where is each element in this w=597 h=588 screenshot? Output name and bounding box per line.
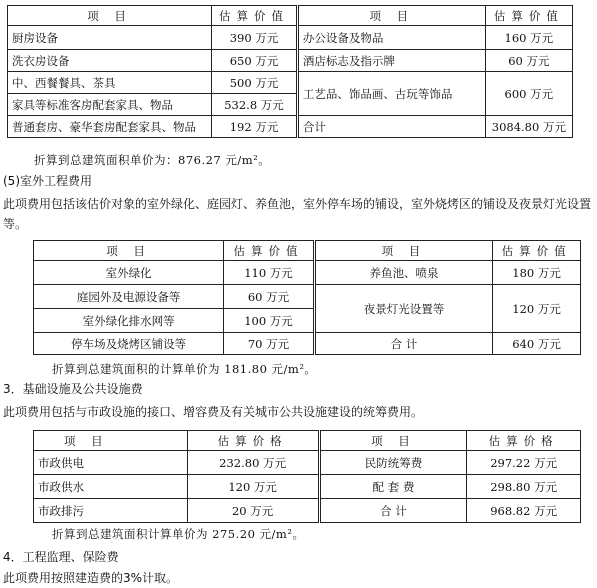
cell-item: 合 计 [319, 499, 467, 523]
cell-item: 办公设备及物品 [297, 26, 485, 50]
table-infrastructure-costs [33, 430, 581, 523]
header-item: 项 目 [34, 241, 224, 261]
header-item: 项 目 [34, 431, 188, 451]
section-body: 等。 [3, 217, 28, 231]
section-body: 此项费用包括与市政设施的接口、增容费及有关城市公共设施建设的统筹费用。 [3, 405, 424, 419]
header-item: 项 目 [314, 241, 492, 261]
table-row [34, 499, 581, 523]
table-equipment-costs [7, 5, 573, 138]
table-note: 折算到总建筑面积计算单价为 275.20 元/m²。 [52, 527, 305, 541]
table-note: 折算到总建筑面积的计算单价为 181.80 元/m²。 [52, 362, 317, 376]
cell-value: 160 万元 [485, 26, 572, 50]
cell-value: 390 万元 [212, 26, 298, 50]
header-value: 估算价格 [187, 431, 319, 451]
header-value: 估算价值 [212, 6, 298, 26]
header-value: 估算价值 [485, 6, 572, 26]
cell-value: 650 万元 [212, 50, 298, 72]
cell-value: 110 万元 [224, 261, 315, 285]
cell-item: 洗衣房设备 [8, 50, 212, 72]
cell-value: 640 万元 [493, 333, 581, 355]
cell-item: 夜景灯光设置等 [314, 285, 492, 333]
table-outdoor-costs [33, 240, 581, 355]
cell-item: 市政供水 [34, 475, 188, 499]
table-header-row [8, 6, 573, 26]
cell-item: 厨房设备 [8, 26, 212, 50]
cell-item: 酒店标志及指示牌 [297, 50, 485, 72]
cell-item: 室外绿化排水网等 [34, 309, 224, 333]
table-row [8, 26, 573, 50]
table-note: 折算到总建筑面积单价为：876.27 元/m²。 [34, 153, 271, 167]
cell-item: 民防统筹费 [319, 451, 467, 475]
cell-item: 室外绿化 [34, 261, 224, 285]
cell-value: 100 万元 [224, 309, 315, 333]
cell-item: 停车场及烧烤区铺设等 [34, 333, 224, 355]
cell-item: 配 套 费 [319, 475, 467, 499]
cell-value: 968.82 万元 [467, 499, 581, 523]
cell-item: 市政排污 [34, 499, 188, 523]
table-header-row [34, 431, 581, 451]
cell-value: 297.22 万元 [467, 451, 581, 475]
cell-value: 192 万元 [212, 116, 298, 138]
header-item: 项 目 [297, 6, 485, 26]
cell-item: 中、西餐餐具、茶具 [8, 72, 212, 94]
table-row [8, 72, 573, 94]
cell-value: 500 万元 [212, 72, 298, 94]
table-row [34, 451, 581, 475]
header-value: 估算价格 [467, 431, 581, 451]
table-row [34, 333, 581, 355]
cell-item: 合 计 [314, 333, 492, 355]
section-heading: (5)室外工程费用 [3, 174, 92, 188]
cell-value: 70 万元 [224, 333, 315, 355]
cell-value: 232.80 万元 [187, 451, 319, 475]
section-body: 此项费用按照建造费的3%计取。 [3, 571, 179, 585]
section-heading: 3．基础设施及公共设施费 [3, 382, 143, 396]
cell-item: 普通套房、豪华套房配套家具、物品 [8, 116, 212, 138]
cell-value: 298.80 万元 [467, 475, 581, 499]
cell-item: 工艺品、饰品画、古玩等饰品 [297, 72, 485, 116]
cell-value: 600 万元 [485, 72, 572, 116]
cell-item: 市政供电 [34, 451, 188, 475]
table-row [8, 116, 573, 138]
table-row [34, 261, 581, 285]
cell-value: 120 万元 [493, 285, 581, 333]
header-value: 估算价值 [224, 241, 315, 261]
cell-value: 60 万元 [485, 50, 572, 72]
header-value: 估算价值 [493, 241, 581, 261]
cell-item: 合计 [297, 116, 485, 138]
cell-value: 532.8 万元 [212, 94, 298, 116]
cell-item: 养鱼池、喷泉 [314, 261, 492, 285]
section-heading: 4．工程监理、保险费 [3, 550, 119, 564]
cell-value: 20 万元 [187, 499, 319, 523]
table-row [8, 50, 573, 72]
header-item: 项 目 [319, 431, 467, 451]
section-body: 此项费用包括该估价对象的室外绿化、庭园灯、养鱼池，室外停车场的铺设，室外烧烤区的铺设及夜景灯光设置 [3, 197, 592, 211]
table-row [34, 285, 581, 309]
table-header-row [34, 241, 581, 261]
cell-value: 120 万元 [187, 475, 319, 499]
cell-value: 60 万元 [224, 285, 315, 309]
cell-value: 180 万元 [493, 261, 581, 285]
cell-value: 3084.80 万元 [485, 116, 572, 138]
header-item: 项 目 [8, 6, 212, 26]
table-row [34, 475, 581, 499]
cell-item: 家具等标准客房配套家具、物品 [8, 94, 212, 116]
cell-item: 庭园外及电源设备等 [34, 285, 224, 309]
